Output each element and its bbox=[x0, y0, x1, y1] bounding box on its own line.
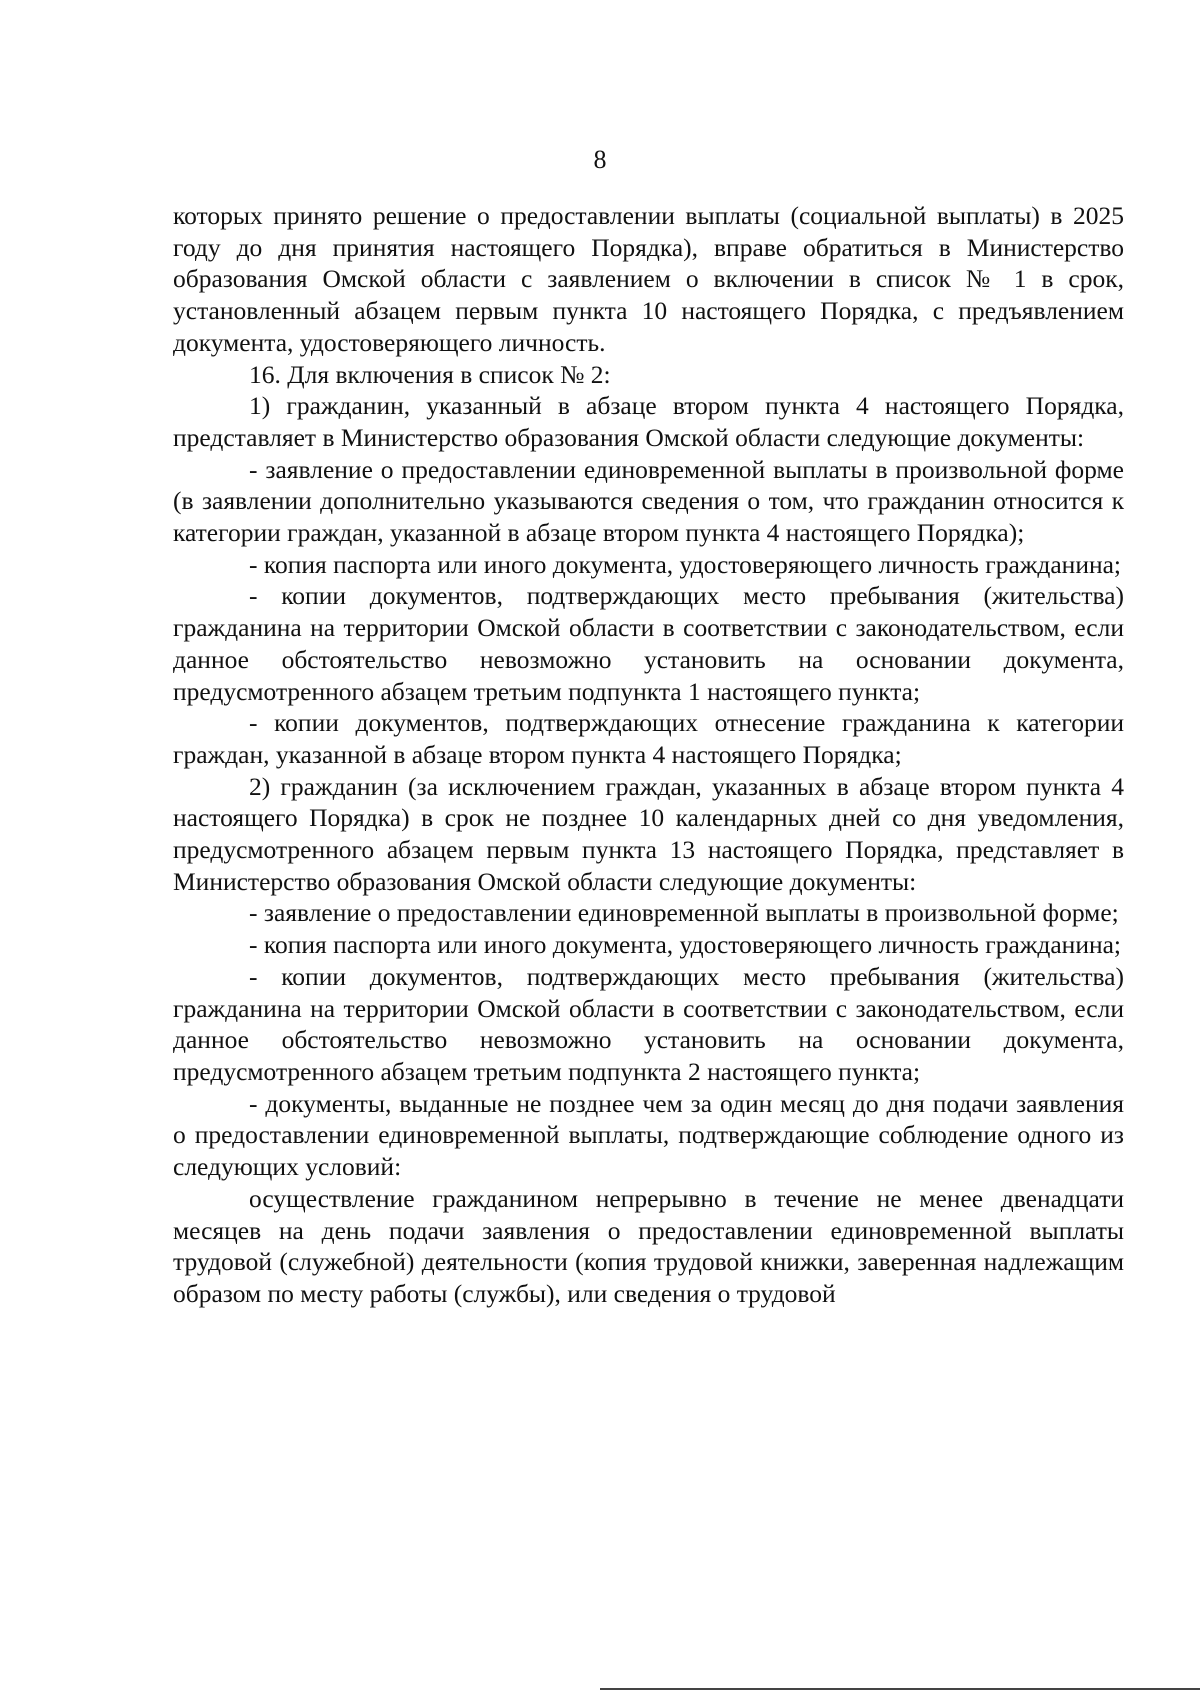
scan-edge-line bbox=[600, 1688, 1200, 1690]
paragraph-bullet-passport-2: - копия паспорта или иного документа, удостоверяющего личность гражданина; bbox=[249, 930, 1122, 960]
paragraph-item-16: 16. Для включения в список № 2: bbox=[249, 359, 611, 389]
paragraph-condition-employment: осуществление гражданином непрерывно в течение не менее двенадцати месяцев на день подачи заявления о предоставлении единовременной выплаты трудовой (служебной) деятельности (копия трудовой книжки, заверенная надлежащим образом по месту работы (службы), или сведения о трудовой bbox=[173, 1183, 1124, 1308]
document-body bbox=[173, 200, 1124, 1310]
page-number: 8 bbox=[593, 145, 607, 174]
paragraph-continuation: которых принято решение о предоставлении выплаты (социальной выплаты) в 2025 году до дня принятия настоящего Порядка), вправе обратиться в Министерство образования Омской области с заявлением о включении в список № 1 в срок, установленный абзацем первым пункта 10 настоящего Порядка, с предъявлением документа, удостоверяющего личность. bbox=[173, 201, 1124, 357]
paragraph-bullet-passport: - копия паспорта или иного документа, удостоверяющего личность гражданина; bbox=[249, 549, 1122, 579]
paragraph-bullet-documents: - документы, выданные не позднее чем за один месяц до дня подачи заявления о предоставлении единовременной выплаты, подтверждающие соблюдение одного из следующих условий: bbox=[173, 1088, 1124, 1182]
paragraph-bullet-residence-2: - копии документов, подтверждающих место пребывания (жительства) гражданина на территории Омской области в соответствии с законодательством, если данное обстоятельство невозможно установить на основании документа, предусмотренного абзацем третьим подпункта 2 настоящего пункта; bbox=[173, 961, 1124, 1086]
paragraph-bullet-application-2: - заявление о предоставлении единовременной выплаты в произвольной форме; bbox=[249, 898, 1119, 928]
paragraph-bullet-application: - заявление о предоставлении единовременной выплаты в произвольной форме (в заявлении дополнительно указываются сведения о том, что гражданин относится к категории граждан, указанной в абзаце втором пункта 4 настоящего Порядка); bbox=[173, 454, 1124, 548]
paragraph-bullet-residence: - копии документов, подтверждающих место пребывания (жительства) гражданина на территории Омской области в соответствии с законодательством, если данное обстоятельство невозможно установить на основании документа, предусмотренного абзацем третьим подпункта 1 настоящего пункта; bbox=[173, 581, 1124, 706]
paragraph-bullet-category: - копии документов, подтверждающих отнесение гражданина к категории граждан, указанной в абзаце втором пункта 4 настоящего Порядка; bbox=[173, 708, 1124, 769]
paragraph-subitem-2: 2) гражданин (за исключением граждан, указанных в абзаце втором пункта 4 настоящего Порядка) в срок не позднее 10 календарных дней со дня уведомления, предусмотренного абзацем первым пункта 13 настоящего Порядка, представляет в Министерство образования Омской области следующие документы: bbox=[173, 771, 1124, 896]
paragraph-subitem-1: 1) гражданин, указанный в абзаце втором пункта 4 настоящего Порядка, представляет в Министерство образования Омской области следующие документы: bbox=[173, 391, 1124, 452]
